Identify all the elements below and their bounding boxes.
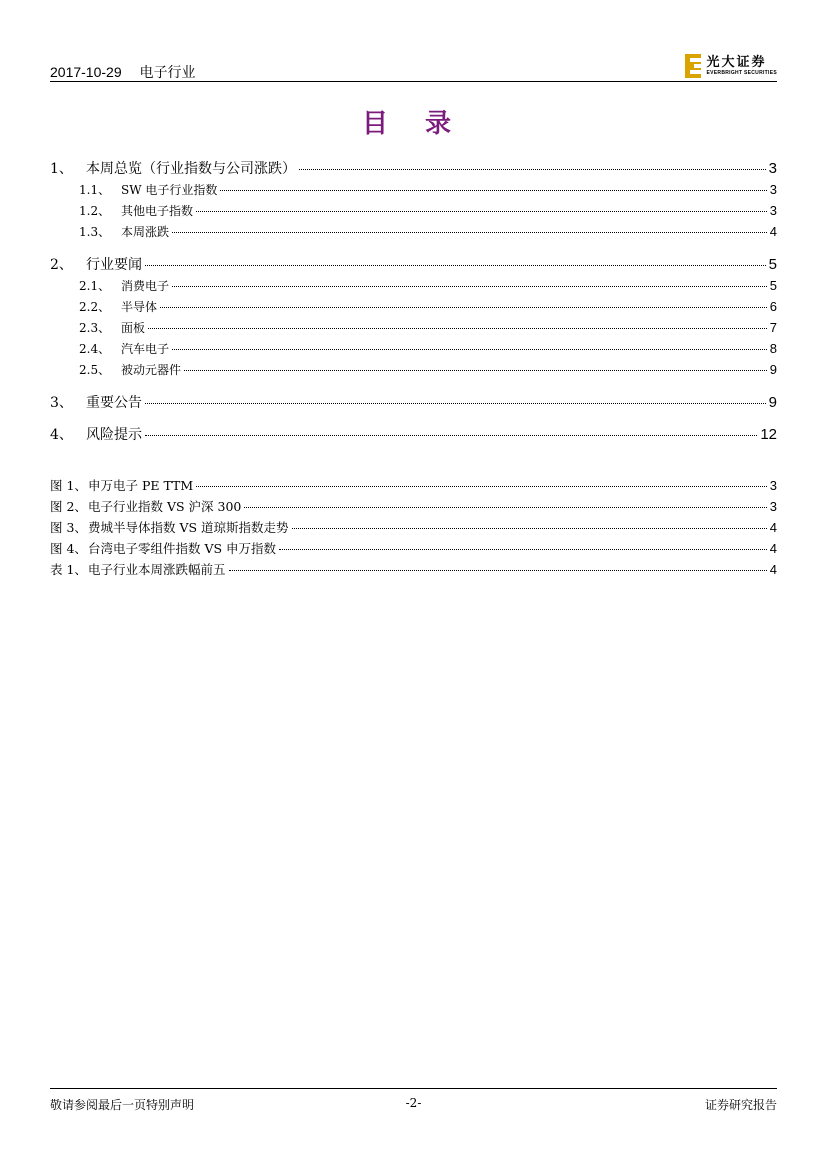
toc-page: 3: [769, 203, 777, 218]
logo-mark-icon: [685, 54, 701, 78]
page-footer: [50, 1096, 777, 1112]
figure-number: 图 1、: [50, 478, 87, 493]
toc-entry-4[interactable]: [50, 424, 777, 444]
toc-label: 重要公告: [86, 395, 142, 411]
toc-number: 3、: [50, 395, 73, 411]
figure-number: 图 4、: [50, 541, 87, 556]
toc-leader: [145, 403, 766, 404]
toc-leader: [160, 307, 767, 308]
toc-entry-2-3[interactable]: [50, 319, 777, 336]
toc-entry-2-1[interactable]: [50, 277, 777, 294]
toc-number: 4、: [50, 427, 73, 443]
toc-page: 9: [769, 362, 777, 377]
toc-label: 被动元器件: [121, 363, 182, 377]
figure-page: 4: [769, 541, 777, 556]
toc-leader: [196, 211, 767, 212]
toc-page: 5: [768, 256, 777, 273]
figure-entry-2[interactable]: [50, 497, 777, 515]
figure-leader: [244, 507, 766, 508]
toc-page: 12: [760, 426, 777, 443]
toc-page: 4: [769, 224, 777, 239]
toc-entry-2-2[interactable]: [50, 298, 777, 315]
footer-disclaimer: 敬请参阅最后一页特别声明: [50, 1098, 195, 1112]
toc-number: 1.1、: [79, 183, 111, 197]
table-entry-1[interactable]: [50, 560, 777, 578]
toc-page: 8: [769, 341, 777, 356]
toc-label: 行业要闻: [86, 257, 142, 273]
header-divider: [50, 81, 777, 82]
toc-number: 2、: [50, 257, 73, 273]
toc-entry-2-4[interactable]: [50, 340, 777, 357]
toc-number: 2.4、: [79, 342, 111, 356]
figure-number: 图 3、: [50, 520, 87, 535]
logo-en-text: EVERBRIGHT SECURITIES: [706, 70, 777, 76]
toc-label: 面板: [121, 321, 146, 335]
toc-number: 1.2、: [79, 204, 111, 218]
toc-number: 2.5、: [79, 363, 111, 377]
page-header: [50, 50, 777, 82]
toc-leader: [145, 265, 766, 266]
company-logo: [685, 52, 777, 80]
table-label: 电子行业本周涨跌幅前五: [88, 562, 226, 577]
page-title: 目 录: [361, 109, 466, 139]
toc-number: 2.3、: [79, 321, 111, 335]
figure-label: 费城半导体指数 VS 道琼斯指数走势: [88, 520, 289, 535]
toc-entry-1-2[interactable]: [50, 202, 777, 219]
figure-page: 3: [769, 478, 777, 493]
figure-label: 台湾电子零组件指数 VS 申万指数: [88, 541, 277, 556]
toc-label: 其他电子指数: [121, 204, 194, 218]
figure-entry-1[interactable]: [50, 476, 777, 494]
toc-page: 5: [769, 278, 777, 293]
table-page: 4: [769, 562, 777, 577]
figure-leader: [279, 549, 767, 550]
toc-entry-3[interactable]: [50, 392, 777, 412]
footer-page-number: -2-: [405, 1096, 422, 1110]
toc-leader: [220, 190, 766, 191]
header-info: [50, 62, 210, 82]
toc-number: 2.2、: [79, 300, 111, 314]
toc-entry-1-1[interactable]: [50, 181, 777, 198]
toc-entry-2[interactable]: [50, 254, 777, 274]
toc-label: 风险提示: [86, 427, 142, 443]
figure-page: 3: [769, 499, 777, 514]
logo-cn-text: 光大证券: [706, 55, 767, 70]
toc-label: 本周总览（行业指数与公司涨跌）: [86, 161, 296, 177]
toc-page: 7: [769, 320, 777, 335]
table-leader: [229, 570, 767, 571]
toc-label: 半导体: [121, 300, 158, 314]
toc-page: 6: [769, 299, 777, 314]
toc-page: 9: [768, 394, 777, 411]
report-date: 2017-10-29: [50, 64, 122, 80]
toc-leader: [148, 328, 767, 329]
toc-leader: [172, 286, 767, 287]
toc-leader: [184, 370, 767, 371]
figure-label: 电子行业指数 VS 沪深 300: [88, 499, 242, 514]
toc-leader: [299, 169, 766, 170]
figure-leader: [292, 528, 767, 529]
toc-number: 1.3、: [79, 225, 111, 239]
toc-number: 1、: [50, 161, 73, 177]
toc-page: 3: [769, 182, 777, 197]
toc-label: 消费电子: [121, 279, 170, 293]
toc-entry-1[interactable]: [50, 158, 777, 178]
toc-page: 3: [768, 160, 777, 177]
toc-label: 汽车电子: [121, 342, 170, 356]
footer-divider: [50, 1088, 777, 1089]
figure-label: 申万电子 PE TTM: [88, 478, 194, 493]
toc-entry-2-5[interactable]: [50, 361, 777, 378]
toc-label: 本周涨跌: [121, 225, 170, 239]
figure-page: 4: [769, 520, 777, 535]
table-number: 表 1、: [50, 562, 87, 577]
toc-leader: [145, 435, 757, 436]
toc-entry-1-3[interactable]: [50, 223, 777, 240]
toc-label: SW 电子行业指数: [121, 183, 218, 197]
toc-leader: [172, 232, 767, 233]
figure-leader: [196, 486, 767, 487]
footer-report-type: 证券研究报告: [704, 1098, 777, 1112]
toc-leader: [172, 349, 767, 350]
report-industry: 电子行业: [139, 64, 196, 80]
figure-entry-4[interactable]: [50, 539, 777, 557]
toc-number: 2.1、: [79, 279, 111, 293]
figure-number: 图 2、: [50, 499, 87, 514]
figure-entry-3[interactable]: [50, 518, 777, 536]
